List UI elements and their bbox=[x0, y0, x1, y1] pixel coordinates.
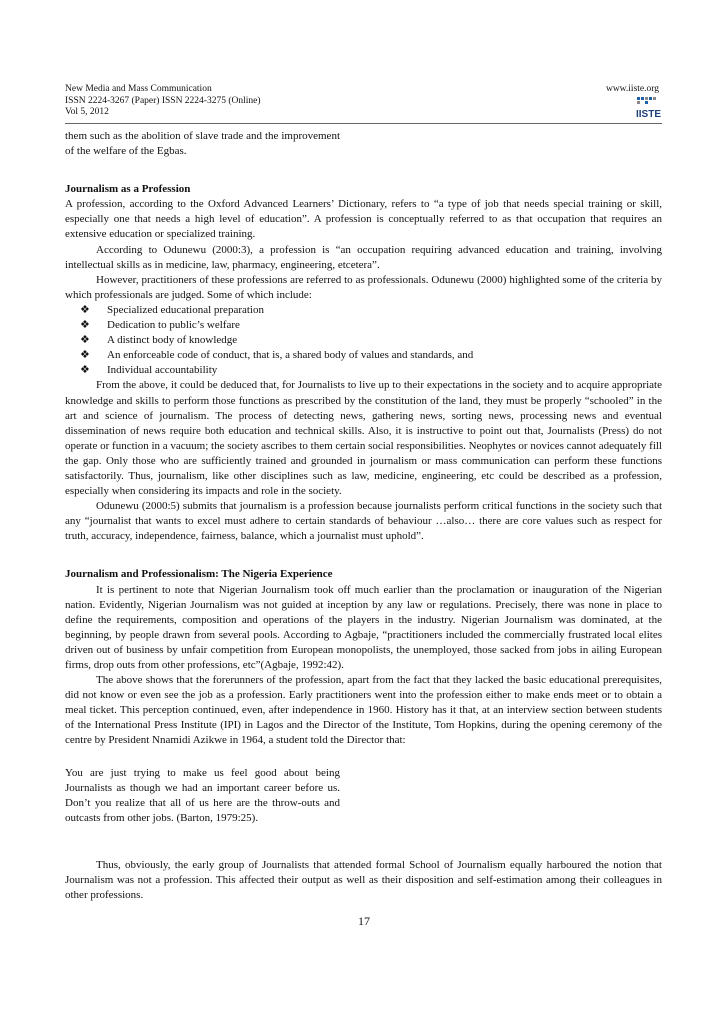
list-item: ❖ A distinct body of knowledge bbox=[65, 333, 662, 348]
diamond-bullet-icon: ❖ bbox=[80, 364, 90, 377]
header-rule bbox=[65, 123, 662, 124]
diamond-bullet-icon: ❖ bbox=[80, 303, 90, 316]
criteria-list bbox=[65, 303, 662, 378]
page-number: 17 bbox=[358, 914, 370, 928]
paragraph: Thus, obviously, the early group of Journalists that attended formal School of Journalism equally harboured the notion that Journalism was not a profession. This affected their output as well as their disposition and self-estimation among their colleagues in other professions. bbox=[65, 858, 662, 902]
paragraph: It is pertinent to note that Nigerian Journalism took off much earlier than the proclamation or inauguration of the Nigerian nation. Evidently, Nigerian Journalism was not guided at inception by any law or regulations. Precisely, there was none in place to define the requirements, composition and operations of the players in the industry. Nigerian Journalism was dominated, at the beginning, by people drawn from several pools. According to Agbaje, “practitioners included the commercially frustrated local elites driven out of business by unfair competition from European monopolists, the unemployed, those sacked from jobs in ailing European firms, drop outs from other professions, etc”(Agbaje, 1992:42). bbox=[65, 583, 662, 671]
iiste-logo bbox=[636, 96, 664, 120]
page-header bbox=[65, 84, 662, 119]
journal-url-link[interactable]: www.iiste.org bbox=[605, 84, 659, 94]
block-quote: You are just trying to make us feel good about being Journalists as though we had an important career before us. Don’t you realize that all of us here are the throw-outs and outcasts from other jobs. (Barton, 1979:25). bbox=[65, 766, 340, 824]
diamond-bullet-icon: ❖ bbox=[80, 349, 90, 362]
list-item: ❖ Dedication to public’s welfare bbox=[65, 318, 662, 333]
page-body bbox=[65, 129, 662, 903]
list-item: ❖ Specialized educational preparation bbox=[65, 303, 662, 318]
section-heading: Journalism as a Profession bbox=[65, 183, 191, 196]
paragraph: Odunewu (2000:5) submits that journalism is a profession because journalists perform critical functions in the society such that any “journalist that wants to excel must adhere to certain standards of behaviour …also… there are core values such as respect for truth, accuracy, independence, fairness, balance, which a journalist must uphold”. bbox=[65, 500, 662, 543]
paragraph: From the above, it could be deduced that, for Journalists to live up to their expectations in the society and to acquire appropriate knowledge and skills to perform those functions as prescribed by the constitution of the land, they must be properly “schooled” in the art and science of journalism. The process of detecting news, gathering news, sorting news, processing news and eventual dissemination of news require both education and technical skills. Also, it is instructive to point out that, Journalists (Press) do not operate or function in a vacuum; the society ascribes to them certain social responsibilities. Neophytes or novices cannot adequately fill the gap. Only those who are sufficiently trained and grounded in journalism or mass communication can perform these functions satisfactorily. Thus, journalism, like other disciplines such as law, medicine, engineering, etc could be described as a profession, especially when considering its impacts and role in the society. bbox=[65, 379, 662, 498]
section-heading: Journalism and Professionalism: The Nigeria Experience bbox=[65, 568, 333, 581]
block-quote-continuation: them such as the abolition of slave trade and the improvement of the welfare of the Egbas. bbox=[65, 130, 340, 158]
volume-line: Vol 5, 2012 bbox=[65, 107, 109, 117]
paragraph: According to Odunewu (2000:3), a profession is “an occupation requiring advanced education and training, involving intellectual skills as in medicine, law, pharmacy, engineering, etcetera”. bbox=[65, 243, 662, 271]
diamond-bullet-icon: ❖ bbox=[80, 319, 90, 332]
logo-text: IISTE bbox=[636, 109, 662, 120]
diamond-bullet-icon: ❖ bbox=[80, 334, 90, 347]
paragraph: A profession, according to the Oxford Advanced Learners’ Dictionary, refers to “a type of job that needs special training or skill, especially one that needs a high level of education”. A profession is conceptually referred to as that occupation that requires an extensive education or specialized training. bbox=[65, 198, 662, 241]
journal-name: New Media and Mass Communication bbox=[65, 84, 212, 94]
paragraph: However, practitioners of these professions are referred to as professionals. Odunewu (2000) highlighted some of the criteria by which professionals are judged. Some of which include: bbox=[65, 273, 662, 301]
paragraph: The above shows that the forerunners of the profession, apart from the fact that they lacked the basic educational prerequisites, did not know or even see the job as a profession. Early practitioners went into the profession either to make ends meet or to obtain a meal ticket. This perception continued, even, after independence in 1960. History has it that, at an interview section between students of the International Press Institute (IPI) in Lagos and the Director of the Institute, Tom Hopkins, during the opening ceremony of the centre by President Nnamidi Azikwe in 1964, a student told the Director that: bbox=[65, 674, 662, 747]
issn-line: ISSN 2224-3267 (Paper) ISSN 2224-3275 (Online) bbox=[65, 95, 261, 106]
list-item: ❖ Individual accountability bbox=[65, 363, 662, 378]
list-item: ❖ An enforceable code of conduct, that is, a shared body of values and standards, and bbox=[65, 348, 662, 363]
